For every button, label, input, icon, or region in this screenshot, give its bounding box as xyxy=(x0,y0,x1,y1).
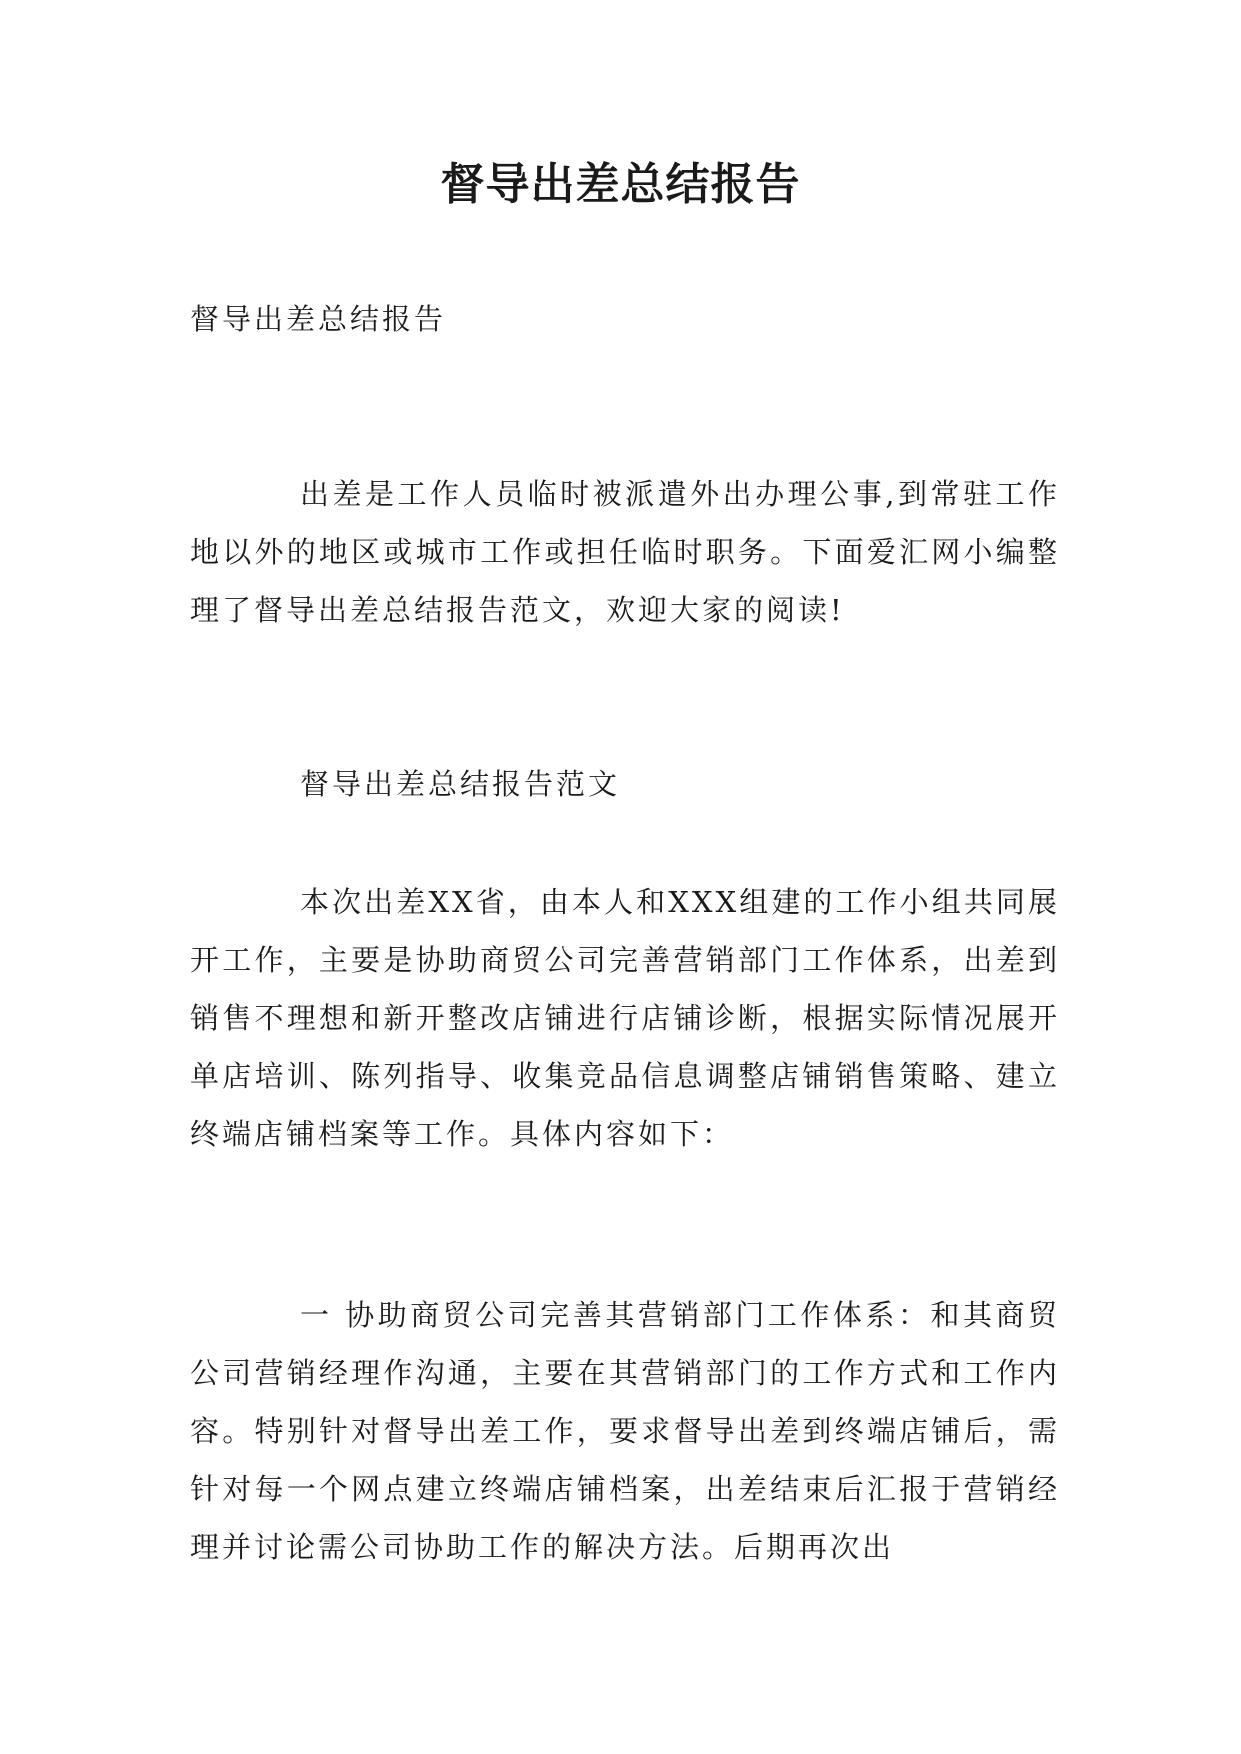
sample-heading: 督导出差总结报告范文 xyxy=(300,767,621,801)
document-subtitle: 督导出差总结报告 xyxy=(190,302,447,336)
document-title: 督导出差总结报告 xyxy=(440,159,801,210)
trip-paragraph: 本次出差XX省，由本人和XXX组建的工作小组共同展开工作，主要是协助商贸公司完善营销部门工作体系，出差到销售不理想和新开整改店铺进行店铺诊断，根据实际情况展开单店培训、陈列指导、收集竞品信息调整店铺销售策略、建立终端店铺档案等工作。具体内容如下： xyxy=(190,885,1060,1151)
section-one-paragraph: 一 协助商贸公司完善其营销部门工作体系：和其商贸公司营销经理作沟通，主要在其营销部门的工作方式和工作内容。特别针对督导出差工作，要求督导出差到终端店铺后，需针对每一个网点建立终端店铺档案，出差结束后汇报于营销经理并讨论需公司协助工作的解决方法。后期再次出 xyxy=(190,1298,1060,1564)
intro-paragraph: 出差是工作人员临时被派遣外出办理公事,到常驻工作地以外的地区或城市工作或担任临时职务。下面爱汇网小编整理了督导出差总结报告范文，欢迎大家的阅读! xyxy=(190,477,1060,627)
